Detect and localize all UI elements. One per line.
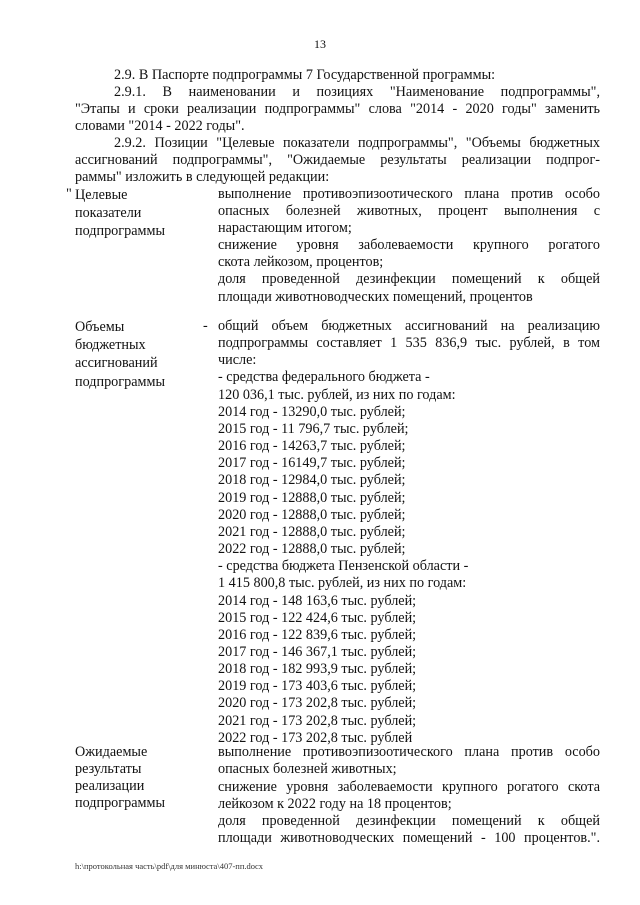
opening-quote-mark: " [66, 186, 72, 202]
section-budget-dash: - [203, 318, 208, 334]
content-line: снижение уровня заболеваемости крупного рогатого скота [218, 778, 600, 795]
content-line: снижение уровня заболеваемости крупного рогатого [218, 237, 600, 254]
section-target-indicators-label [75, 186, 195, 241]
section-expected-results-content [218, 744, 600, 848]
label-line: результаты [75, 761, 142, 777]
content-line: площади животноводческих помещений, процентов [218, 288, 533, 305]
content-line: доля проведенной дезинфекции помещений к общей [218, 271, 600, 288]
label-line: подпрограммы [75, 373, 165, 390]
budget-line: 2020 год - 12888,0 тыс. рублей; [218, 506, 406, 523]
budget-line: 2019 год - 12888,0 тыс. рублей; [218, 489, 406, 506]
section-expected-results-label [75, 744, 195, 812]
label-line: ассигнований [75, 355, 158, 372]
budget-line: 2014 год - 13290,0 тыс. рублей; [218, 403, 406, 420]
budget-line: 2014 год - 148 163,6 тыс. рублей; [218, 592, 417, 609]
budget-line: 2017 год - 16149,7 тыс. рублей; [218, 455, 406, 472]
page-number: 13 [314, 37, 326, 51]
budget-line: 2016 год - 122 839,6 тыс. рублей; [218, 626, 417, 643]
content-line: скота лейкозом, процентов; [218, 254, 384, 271]
budget-line: 2015 год - 11 796,7 тыс. рублей; [218, 420, 409, 437]
budget-line: 2020 год - 173 202,8 тыс. рублей; [218, 695, 417, 712]
budget-line: 2021 год - 12888,0 тыс. рублей; [218, 523, 406, 540]
budget-line: 2018 год - 12984,0 тыс. рублей; [218, 472, 406, 489]
content-line: выполнение противоэпизоотического плана против особо [218, 186, 600, 202]
content-line: опасных болезней животных; [218, 761, 397, 778]
budget-line: 2016 год - 14263,7 тыс. рублей; [218, 438, 406, 455]
budget-line: 1 415 800,8 тыс. рублей, из них по годам: [218, 575, 467, 592]
budget-line: числе: [218, 352, 257, 369]
budget-line: подпрограммы составляет 1 535 836,9 тыс. рублей, в том [218, 335, 600, 352]
content-line: доля проведенной дезинфекции помещений к общей [218, 813, 600, 830]
content-line: нарастающим итогом; [218, 220, 352, 237]
paragraph-2-9-1-line3: словами "2014 - 2022 годы". [75, 118, 245, 134]
content-line: опасных болезней животных, процент выполнения с [218, 203, 600, 220]
paragraph-2-9-2-line1: 2.9.2. Позиции "Целевые показатели подпрограммы", "Объемы бюджетных [114, 135, 600, 151]
content-line: лейкозом к 2022 году на 18 процентов; [218, 795, 452, 812]
label-line: Ожидаемые [75, 744, 148, 760]
paragraph-2-9-1-line1: 2.9.1. В наименовании и позициях "Наименование подпрограммы", [114, 84, 600, 100]
budget-line: 120 036,1 тыс. рублей, из них по годам: [218, 386, 456, 403]
budget-line: 2022 год - 173 202,8 тыс. рублей [218, 729, 413, 746]
footer-file-path: h:\протокольная часть\pdf\для минюста\407-пп.docx [75, 861, 264, 871]
budget-line: 2015 год - 122 424,6 тыс. рублей; [218, 609, 417, 626]
label-line: показатели [75, 205, 142, 222]
budget-line: 2021 год - 173 202,8 тыс. рублей; [218, 712, 417, 729]
section-target-indicators-content [218, 186, 600, 306]
label-line: Целевые [75, 187, 128, 203]
paragraph-2-9-1-line2: "Этапы и сроки реализации подпрограммы" слова "2014 - 2020 годы" заменить [75, 101, 600, 117]
paragraph-2-9: 2.9. В Паспорте подпрограммы 7 Государственной программы: [114, 67, 496, 83]
label-line: бюджетных [75, 337, 146, 354]
section-budget-label [75, 318, 195, 391]
paragraph-2-9-2-line3: раммы" изложить в следующей редакции: [75, 169, 330, 185]
budget-line: 2018 год - 182 993,9 тыс. рублей; [218, 661, 417, 678]
content-line: площади животноводческих помещений - 100 процентов.". [218, 830, 600, 847]
label-line: Объемы [75, 319, 125, 335]
budget-line: 2017 год - 146 367,1 тыс. рублей; [218, 643, 417, 660]
label-line: реализации [75, 778, 145, 794]
label-line: подпрограммы [75, 223, 165, 240]
label-line: подпрограммы [75, 795, 165, 811]
budget-line: общий объем бюджетных ассигнований на реализацию [218, 318, 600, 334]
section-budget-content [218, 318, 600, 747]
budget-line: - средства бюджета Пензенской области - [218, 558, 469, 575]
budget-line: - средства федерального бюджета - [218, 369, 430, 386]
content-line: выполнение противоэпизоотического плана против особо [218, 744, 600, 760]
budget-line: 2019 год - 173 403,6 тыс. рублей; [218, 678, 417, 695]
paragraph-2-9-2-line2: ассигнований подпрограммы", "Ожидаемые результаты реализации подпрог- [75, 152, 600, 168]
budget-line: 2022 год - 12888,0 тыс. рублей; [218, 541, 406, 558]
